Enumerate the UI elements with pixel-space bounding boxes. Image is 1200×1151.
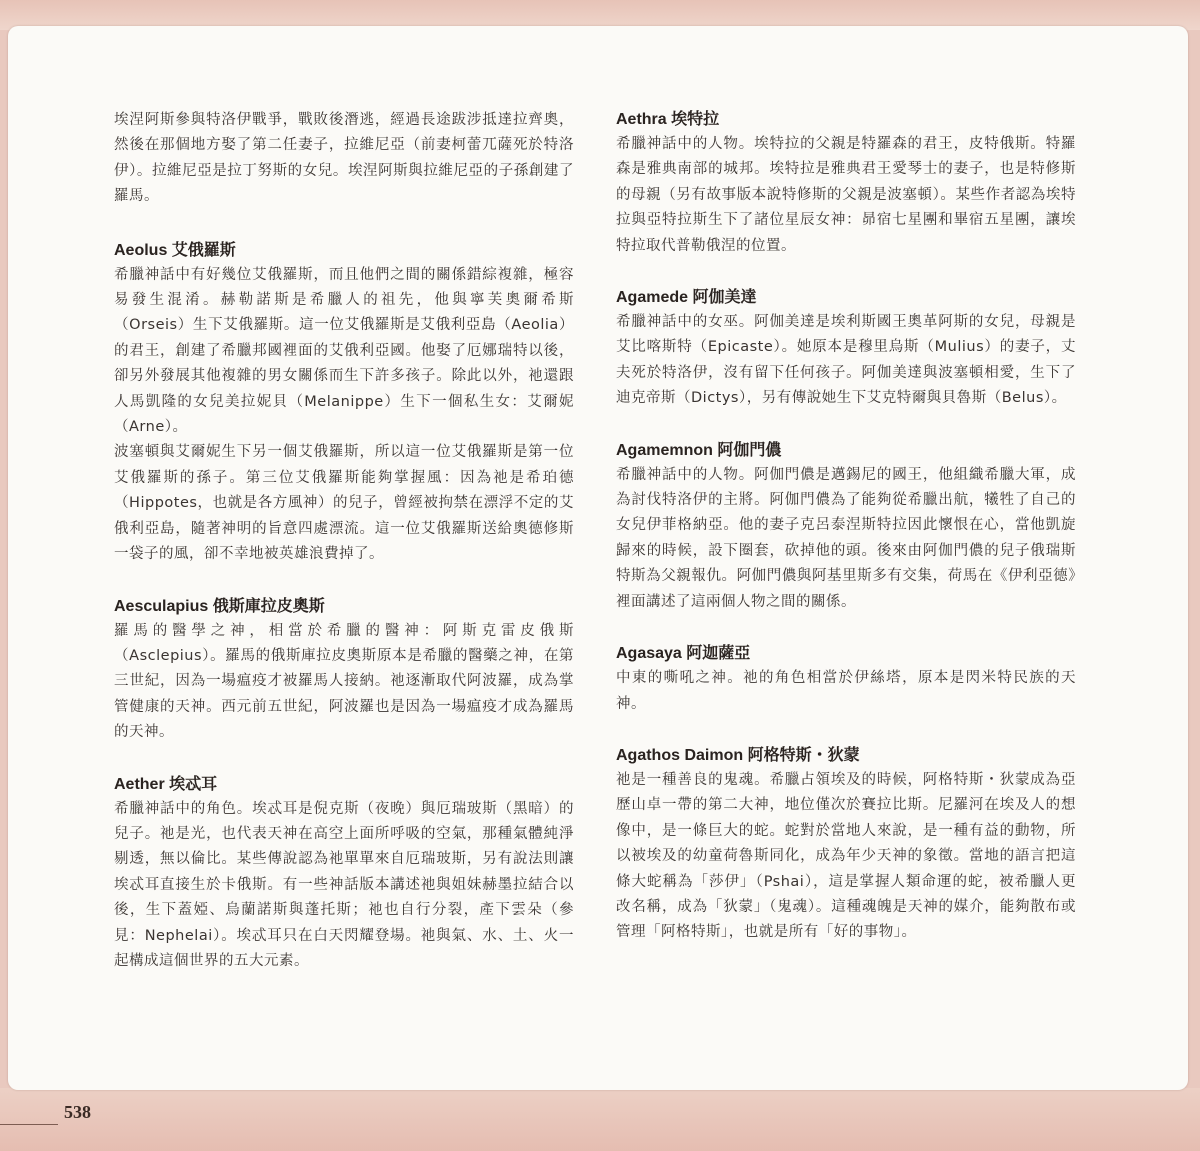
entry-paragraph: 希臘神話中的人物。埃特拉的父親是特羅森的君王，皮特俄斯。特羅森是雅典南部的城邦。埃特拉是雅典君王愛琴士的妻子，也是特修斯的母親（另有故事版本說特修斯的父親是波塞頓）。某些作者認為埃特拉與亞特拉斯生下了諸位星辰女神：昴宿七星團和畢宿五星團，讓埃特拉取代普勒俄涅的位置。: [616, 136, 1076, 254]
footer-rule: [0, 1124, 58, 1125]
entry-term: Aeolus 艾俄羅斯: [114, 241, 236, 259]
page-number: 538: [64, 1102, 91, 1122]
entry-paragraph: 希臘神話中的人物。阿伽門儂是邁錫尼的國王，他組織希臘大軍，成為討伐特洛伊的主將。阿伽門儂為了能夠從希臘出航，犧牲了自己的女兒伊菲格納亞。他的妻子克呂泰涅斯特拉因此懷恨在心，當他凱旋歸來的時候，設下圈套，砍掉他的頭。後來由阿伽門儂的兒子俄瑞斯特斯為父親報仇。阿伽門儂與阿基里斯多有交集，荷馬在《伊利亞德》裡面講述了這兩個人物之間的關係。: [616, 466, 1076, 610]
entry-agasaya: [616, 642, 1076, 717]
intro-paragraph: 埃涅阿斯參與特洛伊戰爭，戰敗後潛逃，經過長途跋涉抵達拉齊奧，然後在那個地方娶了第二任妻子，拉維尼亞（前妻柯蕾兀薩死於特洛伊）。拉維尼亞是拉丁努斯的女兒。埃涅阿斯與拉維尼亞的子孫創建了羅馬。: [114, 112, 574, 205]
left-column: [114, 108, 574, 974]
entry-term: Agamemnon 阿伽門儂: [616, 441, 782, 459]
entry-term: Aethra 埃特拉: [616, 111, 720, 128]
entry-aesculapius: [114, 595, 574, 746]
entry-term: Aether 埃忒耳: [114, 775, 218, 793]
entry-paragraph: 希臘神話中有好幾位艾俄羅斯，而且他們之間的關係錯綜複雜，極容易發生混淆。赫勒諾斯是希臘人的祖先，他與寧芙奧爾希斯（Orseis）生下艾俄羅斯。這一位艾俄羅斯是艾俄利亞島（Aeolia）的君王，創建了希臘邦國裡面的艾俄利亞國。他娶了厄娜瑞特以後，卻另外發展其他複雜的男女關係而生下許多孩子。除此以外，祂還跟人馬凱隆的女兒美拉妮貝（Melanippe）生下一個私生女：艾爾妮（Arne）。: [114, 266, 574, 436]
entry-agathos-daimon: [616, 744, 1076, 946]
entry-term: Aesculapius 俄斯庫拉皮奧斯: [114, 597, 325, 615]
entry-paragraph: 中東的嘶吼之神。祂的角色相當於伊絲塔，原本是閃米特民族的天神。: [616, 670, 1076, 712]
right-column: [616, 108, 1076, 946]
entry-paragraph: 羅馬的醫學之神，相當於希臘的醫神：阿斯克雷皮俄斯（Asclepius）。羅馬的俄斯庫拉皮奧斯原本是希臘的醫藥之神，在第三世紀，因為一場瘟疫才被羅馬人接納。祂逐漸取代阿波羅，成為掌管健康的天神。西元前五世紀，阿波羅也是因為一場瘟疫才成為羅馬的天神。: [114, 622, 574, 741]
entry-paragraph: 波塞頓與艾爾妮生下另一個艾俄羅斯，所以這一位艾俄羅斯是第一位艾俄羅斯的孫子。第三位艾俄羅斯能夠掌握風：因為祂是希珀德（Hippotes，也就是各方風神）的兒子，曾經被拘禁在漂浮不定的艾俄利亞島，隨著神明的旨意四處漂流。這一位艾俄羅斯送給奧德修斯一袋子的風，卻不幸地被英雄浪費掉了。: [114, 444, 574, 563]
entry-paragraph: 希臘神話中的角色。埃忒耳是倪克斯（夜晚）與厄瑞玻斯（黑暗）的兒子。祂是光，也代表天神在高空上面所呼吸的空氣，那種氣體純淨剔透，無以倫比。某些傳說認為祂單單來自厄瑞玻斯，另有說法則讓埃忒耳直接生於卡俄斯。有一些神話版本講述祂與姐妹赫墨拉結合以後，生下蓋婭、烏蘭諾斯與蓬托斯；祂也自行分裂，產下雲朵（參見：Nephelai）。埃忒耳只在白天閃耀登場。祂與氣、水、土、火一起構成這個世界的五大元素。: [114, 800, 574, 969]
entry-aeolus: [114, 239, 574, 568]
entry-term: Agamede 阿伽美達: [616, 289, 757, 307]
entry-aethra: [616, 108, 1076, 259]
bottom-background-band: [0, 1088, 1200, 1151]
entry-agamede: [616, 286, 1076, 412]
entry-term: Agasaya 阿迦薩亞: [616, 645, 751, 663]
entry-paragraph: 祂是一種善良的鬼魂。希臘占領埃及的時候，阿格特斯・狄蒙成為亞歷山卓一帶的第二大神，地位僅次於賽拉比斯。尼羅河在埃及人的想像中，是一條巨大的蛇。蛇對於當地人來說，是一種有益的動物，所以被埃及的幼童荷魯斯同化，成為年少天神的象徵。當地的語言把這條大蛇稱為「莎伊」（Pshai），這是掌握人類命運的蛇，被希臘人更改名稱，成為「狄蒙」（鬼魂）。這種魂魄是天神的媒介，能夠散布或管理「阿格特斯」，也就是所有「好的事物」。: [616, 771, 1076, 941]
entry-agamemnon: [616, 439, 1076, 615]
entry-term: Agathos Daimon 阿格特斯・狄蒙: [616, 746, 860, 764]
book-page: [8, 26, 1188, 1090]
entry-aether: [114, 773, 574, 975]
entry-paragraph: 希臘神話中的女巫。阿伽美達是埃利斯國王奧革阿斯的女兒，母親是艾比喀斯特（Epicaste）。她原本是穆里烏斯（Mulius）的妻子，丈夫死於特洛伊，沒有留下任何孩子。阿伽美達與波塞頓相愛，生下了迪克帝斯（Dictys），另有傳說她生下艾克特爾與貝魯斯（Belus）。: [616, 314, 1076, 407]
